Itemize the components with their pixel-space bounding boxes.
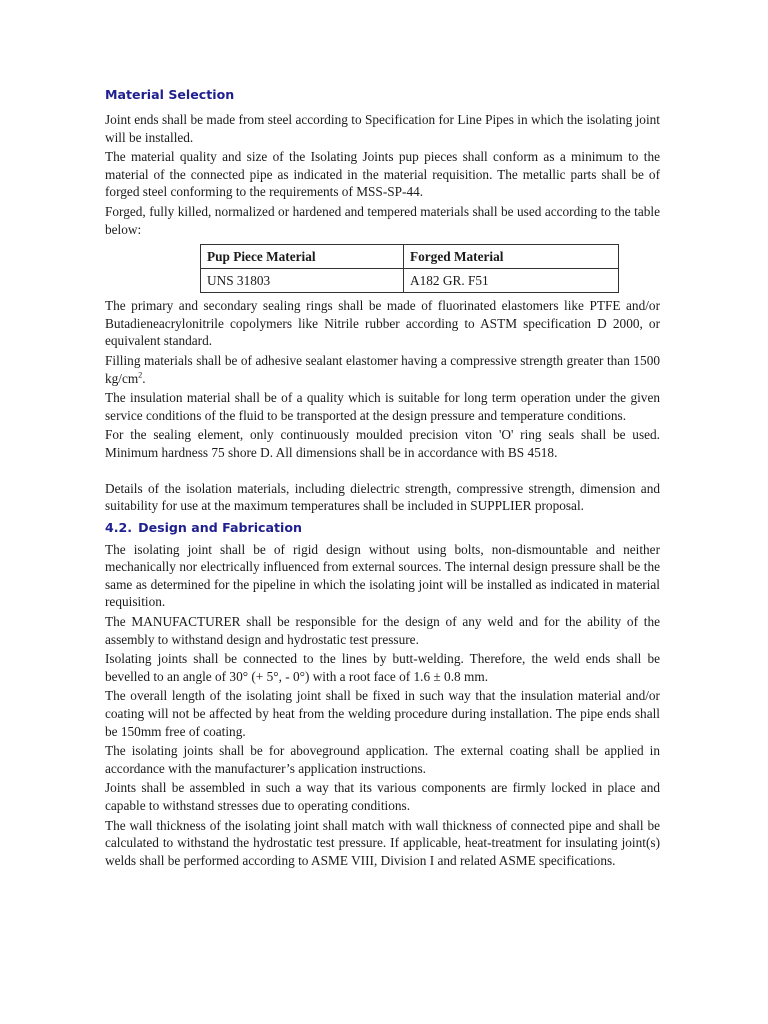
paragraph: The wall thickness of the isolating joint shall match with wall thickness of connected pipe and shall be calculated to withstand the hydrostatic test pressure. If applicable, heat-treatment for insulating joint(s) welds shall be performed according to ASME VIII, Division I and related ASME specifications.	[105, 817, 660, 868]
paragraph: The MANUFACTURER shall be responsible for the design of any weld and for the ability of the assembly to withstand design and hydrostatic test pressure.	[105, 614, 660, 647]
superscript: 2	[138, 370, 143, 380]
paragraph: Forged, fully killed, normalized or hardened and tempered materials shall be used according to the table below:	[105, 203, 660, 237]
paragraph: The isolating joints shall be for aboveground application. The external coating shall be applied in accordance with the manufacturer’s application instructions.	[105, 743, 660, 776]
section-heading-design-fabrication	[105, 519, 660, 537]
paragraph: For the sealing element, only continuously moulded precision viton 'O' ring seals shall be used. Minimum hardness 75 shore D. All dimensions shall be in accordance with BS 4518.	[105, 427, 660, 460]
paragraph: Isolating joints shall be connected to the lines by butt-welding. Therefore, the weld ends shall be bevelled to an angle of 30° (+ 5°, - 0°) with a root face of 1.6 ± 0.8 mm.	[105, 651, 660, 684]
table-row	[201, 269, 619, 293]
table-cell: A182 GR. F51	[404, 269, 619, 293]
paragraph: Joint ends shall be made from steel according to Specification for Line Pipes in which the isolating joint will be installed.	[105, 112, 660, 145]
table-cell: UNS 31803	[201, 269, 404, 293]
materials-table	[200, 244, 619, 293]
paragraph: The material quality and size of the Isolating Joints pup pieces shall conform as a minimum to the material of the connected pipe as indicated in the material requisition. The metallic parts shall be of forged steel conforming to the requirements of MSS-SP-44.	[105, 149, 660, 200]
paragraph: Details of the isolation materials, including dielectric strength, compressive strength, dimension and suitability for use at the maximum temperatures shall be included in SUPPLIER proposal.	[105, 480, 660, 514]
paragraph: The insulation material shall be of a quality which is suitable for long term operation under the given service conditions of the fluid to be transported at the design pressure and temperature conditions.	[105, 390, 660, 423]
section-heading-material-selection: Material Selection	[105, 87, 235, 102]
paragraph: The isolating joint shall be of rigid design without using bolts, non-dismountable and neither mechanically nor electrically influenced from external sources. The internal design pressure shall be the same as determined for the pipeline in which the isolating joint will be installed as indicated in material requisition.	[105, 541, 660, 610]
paragraph	[105, 352, 660, 387]
document-page	[105, 86, 660, 871]
paragraph: The primary and secondary sealing rings shall be made of fluorinated elastomers like PTFE and/or Butadieneacrylonitrile copolymers like Nitrile rubber according to ASTM specification D 2000, or equivalent standard.	[105, 298, 660, 349]
paragraph: Joints shall be assembled in such a way that its various components are firmly locked in place and capable to withstand stresses due to operating conditions.	[105, 780, 660, 813]
table-header-row	[201, 245, 619, 269]
section-number: 4.2.	[105, 519, 133, 535]
paragraph: The overall length of the isolating joint shall be fixed in such way that the insulation material and/or coating will not be affected by heat from the welding procedure during installation. The pipe ends shall be 150mm free of coating.	[105, 688, 660, 739]
period: .	[142, 370, 146, 386]
table-header-cell: Forged Material	[404, 245, 619, 269]
section-title: Design and Fabrication	[138, 519, 302, 535]
table-header-cell: Pup Piece Material	[201, 245, 404, 269]
paragraph-text: Filling materials shall be of adhesive sealant elastomer having a compressive strength greater than 1500 kg/cm	[105, 352, 660, 386]
